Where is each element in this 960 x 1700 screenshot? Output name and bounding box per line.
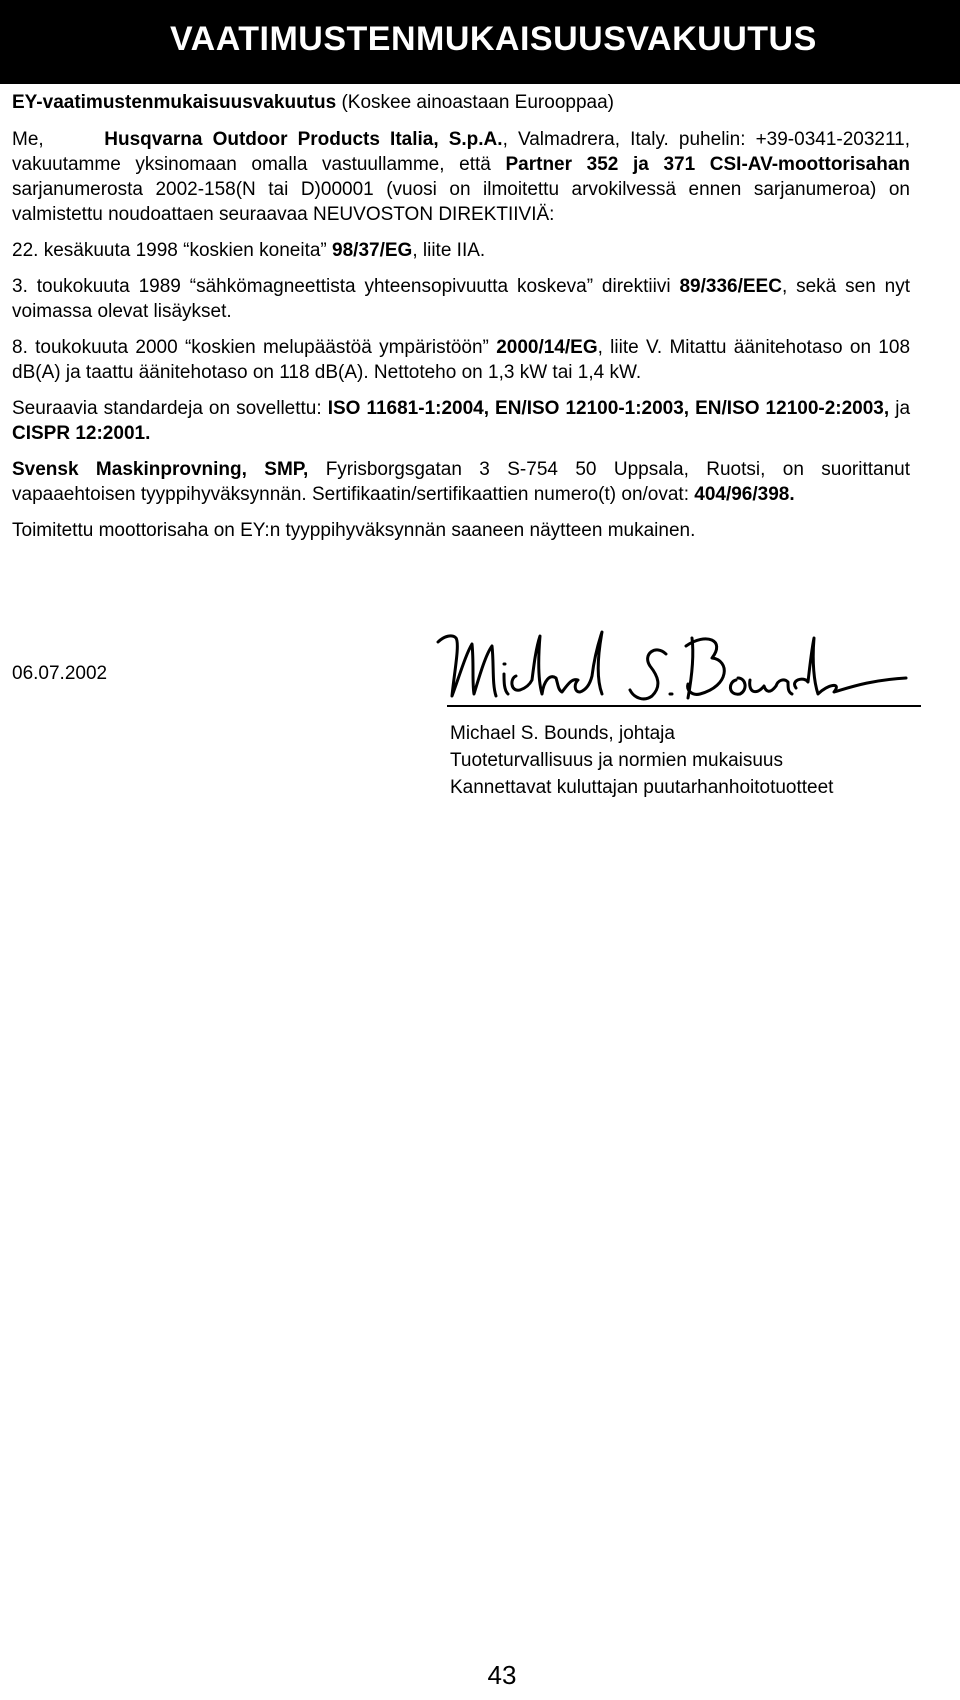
directive-noise bbox=[12, 335, 910, 385]
standards-list: ISO 11681-1:2004, EN/ISO 12100-1:2003, EN/ISO 12100-2:2003, bbox=[327, 398, 890, 419]
intro-text-1: , Valmadrera, Italy. puhelin: +39-0341-203211, vakuutamme yksinomaan omalla vastuullamme, että bbox=[12, 129, 910, 175]
company-name: Husqvarna Outdoor Products Italia, S.p.A. bbox=[104, 129, 503, 150]
directive-code: 98/37/EG bbox=[332, 240, 413, 261]
page-title: VAATIMUSTENMUKAISUUSVAKUUTUS bbox=[170, 20, 817, 58]
heading-bold: EY-vaatimustenmukaisuusvakuutus bbox=[12, 92, 337, 113]
signature-line bbox=[447, 705, 921, 707]
standards-lead: Seuraavia standardeja on sovellettu: bbox=[12, 398, 322, 419]
directive-text: , liite IIA. bbox=[412, 240, 486, 261]
standards-last: CISPR 12:2001. bbox=[12, 423, 151, 444]
directive-text: 22. kesäkuuta 1998 “koskien koneita” bbox=[12, 240, 327, 261]
handwritten-signature bbox=[430, 624, 910, 710]
directive-emc bbox=[12, 274, 910, 324]
directive-text: , liite V. Mitattu äänitehotaso on 108 dB(A) ja taattu äänitehotaso on 118 dB(A). Nettoteho on 1,3 kW tai 1,4 kW. bbox=[12, 337, 911, 383]
intro-paragraph bbox=[12, 127, 910, 227]
product-name: Partner 352 ja 371 CSI-AV-moottorisahan bbox=[505, 154, 911, 175]
standards-paragraph bbox=[12, 396, 910, 446]
signer-block bbox=[450, 720, 833, 801]
intro-text-2: sarjanumerosta 2002-158(N tai D)00001 (vuosi on ilmoitettu arvokilvessä ennen sarjanumeroa) on valmistettu noudoattaen seuraavaa NEUVOSTON DIREKTIIVIÄ: bbox=[12, 179, 910, 225]
directive-machinery bbox=[12, 238, 910, 263]
intro-lead: Me, bbox=[12, 129, 44, 150]
signer-role: Tuoteturvallisuus ja normien mukaisuus bbox=[450, 750, 784, 771]
directive-code: 2000/14/EG bbox=[496, 337, 598, 358]
declaration-body bbox=[12, 90, 910, 554]
certification-text: Fyrisborgsgatan 3 S-754 50 Uppsala, Ruotsi, on suorittanut vapaaehtoisen tyyppihyväksynnän. Sertifikaatin/sertifikaattien numero(t) on/ovat: bbox=[12, 459, 910, 505]
heading-note: (Koskee ainoastaan Eurooppaa) bbox=[341, 92, 614, 113]
directive-text: 3. toukokuuta 1989 “sähkömagneettista yhteensopivuutta koskeva” direktiivi bbox=[12, 276, 671, 297]
declaration-heading bbox=[12, 90, 910, 115]
standards-joiner: ja bbox=[895, 398, 911, 419]
closing-statement: Toimitettu moottorisaha on EY:n tyyppihyväksynnän saaneen näytteen mukainen. bbox=[12, 520, 696, 541]
directive-text: 8. toukokuuta 2000 “koskien melupäästöä ympäristöön” bbox=[12, 337, 489, 358]
certification-paragraph bbox=[12, 457, 910, 507]
directive-text: , sekä sen nyt voimassa olevat lisäykset. bbox=[12, 276, 911, 322]
signer-name-title: Michael S. Bounds, johtaja bbox=[450, 723, 675, 744]
certification-body: Svensk Maskinprovning, SMP, bbox=[12, 459, 309, 480]
directive-code: 89/336/EEC bbox=[679, 276, 782, 297]
signer-department: Kannettavat kuluttajan puutarhanhoitotuotteet bbox=[450, 777, 834, 798]
certificate-number: 404/96/398. bbox=[694, 484, 795, 505]
signing-date: 06.07.2002 bbox=[12, 663, 108, 684]
page-number: 43 bbox=[487, 1660, 517, 1690]
title-bar bbox=[0, 0, 960, 84]
